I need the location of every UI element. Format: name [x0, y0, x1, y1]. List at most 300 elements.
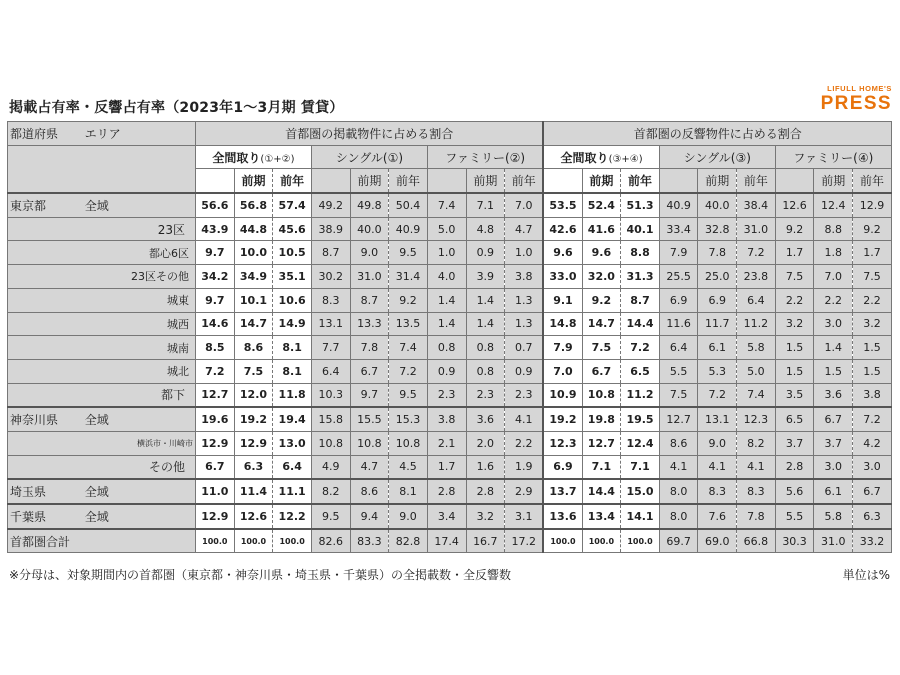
- header-prev-quarter: 前期: [350, 169, 389, 193]
- table-cell: 7.9: [543, 336, 582, 360]
- header-response-share: 首都圏の反響物件に占める割合: [543, 122, 891, 146]
- table-cell: 1.4: [466, 288, 505, 312]
- row-pref-label: [8, 288, 83, 312]
- table-cell: 13.3: [350, 312, 389, 336]
- header-prev-year: 前年: [273, 169, 312, 193]
- table-row: [8, 431, 892, 455]
- table-cell: 31.0: [814, 529, 853, 553]
- table-cell: 38.9: [311, 217, 350, 241]
- table-cell: 82.6: [311, 529, 350, 553]
- table-cell: 6.3: [853, 504, 892, 529]
- table-cell: 69.0: [698, 529, 737, 553]
- table-cell: 5.0: [427, 217, 466, 241]
- table-cell: 5.8: [814, 504, 853, 529]
- table-cell: 8.1: [273, 359, 312, 383]
- table-cell: 4.1: [505, 407, 544, 431]
- table-cell: 3.8: [427, 407, 466, 431]
- table-cell: 1.9: [505, 455, 544, 479]
- header-all-layouts-2: 全間取り(③+④): [543, 145, 659, 169]
- row-area-label: 都心6区: [83, 241, 196, 265]
- row-area-label: 城西: [83, 312, 196, 336]
- table-cell: 8.1: [273, 336, 312, 360]
- table-cell: 12.4: [814, 193, 853, 217]
- table-cell: 7.1: [621, 455, 660, 479]
- table-cell: 3.0: [814, 455, 853, 479]
- table-cell: 12.3: [737, 407, 776, 431]
- table-cell: 9.2: [389, 288, 428, 312]
- table-cell: 1.5: [853, 359, 892, 383]
- row-area-label: 城東: [83, 288, 196, 312]
- header-all-layouts-1: 全間取り(①+②): [196, 145, 312, 169]
- header-prev-quarter: 前期: [698, 169, 737, 193]
- table-cell: 4.1: [737, 455, 776, 479]
- row-area-label: 全域: [83, 193, 196, 217]
- table-cell: 8.0: [659, 479, 698, 504]
- table-cell: 52.4: [582, 193, 621, 217]
- table-cell: 10.1: [234, 288, 273, 312]
- table-cell: 1.4: [466, 312, 505, 336]
- header-current: [543, 169, 582, 193]
- table-cell: 1.0: [427, 241, 466, 265]
- table-cell: 7.5: [659, 383, 698, 407]
- table-cell: 8.3: [311, 288, 350, 312]
- table-cell: 100.0: [196, 529, 235, 553]
- table-row: [8, 359, 892, 383]
- table-cell: 1.8: [814, 241, 853, 265]
- table-cell: 9.4: [350, 504, 389, 529]
- table-cell: 19.6: [196, 407, 235, 431]
- table-cell: 19.5: [621, 407, 660, 431]
- table-cell: 13.7: [543, 479, 582, 504]
- table-cell: 3.8: [853, 383, 892, 407]
- table-cell: 6.7: [196, 455, 235, 479]
- table-cell: 7.4: [389, 336, 428, 360]
- row-area-label: 全域: [83, 504, 196, 529]
- table-cell: 8.2: [737, 431, 776, 455]
- table-cell: 13.1: [311, 312, 350, 336]
- table-cell: 23.8: [737, 265, 776, 289]
- table-cell: 3.4: [427, 504, 466, 529]
- table-cell: 40.9: [389, 217, 428, 241]
- table-cell: 100.0: [234, 529, 273, 553]
- header-current: [196, 169, 235, 193]
- table-cell: 11.2: [737, 312, 776, 336]
- table-cell: 12.9: [196, 431, 235, 455]
- table-row: [8, 479, 892, 504]
- table-cell: 9.0: [350, 241, 389, 265]
- table-cell: 12.9: [853, 193, 892, 217]
- table-cell: 4.1: [698, 455, 737, 479]
- table-cell: 12.9: [234, 431, 273, 455]
- table-cell: 9.0: [389, 504, 428, 529]
- table-cell: 1.3: [505, 288, 544, 312]
- table-cell: 45.6: [273, 217, 312, 241]
- table-cell: 10.8: [389, 431, 428, 455]
- table-cell: 9.5: [311, 504, 350, 529]
- header-pref: 都道府県: [8, 122, 83, 146]
- table-cell: 7.5: [775, 265, 814, 289]
- table-cell: 11.0: [196, 479, 235, 504]
- table-cell: 44.8: [234, 217, 273, 241]
- table-cell: 7.2: [737, 241, 776, 265]
- table-cell: 1.0: [505, 241, 544, 265]
- table-cell: 49.2: [311, 193, 350, 217]
- row-area-label: 23区: [83, 217, 196, 241]
- table-cell: 2.2: [505, 431, 544, 455]
- table-cell: 10.3: [311, 383, 350, 407]
- table-cell: 7.4: [427, 193, 466, 217]
- table-cell: 19.8: [582, 407, 621, 431]
- header-prev-year: 前年: [621, 169, 660, 193]
- table-cell: 4.2: [853, 431, 892, 455]
- table-cell: 11.4: [234, 479, 273, 504]
- table-cell: 7.0: [505, 193, 544, 217]
- table-cell: 1.7: [427, 455, 466, 479]
- table-cell: 12.3: [543, 431, 582, 455]
- table-cell: 10.8: [311, 431, 350, 455]
- table-cell: 4.0: [427, 265, 466, 289]
- table-cell: 13.1: [698, 407, 737, 431]
- table-cell: 19.2: [234, 407, 273, 431]
- table-cell: 100.0: [621, 529, 660, 553]
- table-cell: 15.0: [621, 479, 660, 504]
- table-cell: 8.6: [659, 431, 698, 455]
- row-pref-label: [8, 359, 83, 383]
- table-cell: 7.8: [350, 336, 389, 360]
- row-pref-label: [8, 383, 83, 407]
- row-area-label: 23区その他: [83, 265, 196, 289]
- table-cell: 3.2: [466, 504, 505, 529]
- table-cell: 7.2: [196, 359, 235, 383]
- table-cell: 31.0: [350, 265, 389, 289]
- row-pref-label: [8, 431, 83, 455]
- table-cell: 3.7: [814, 431, 853, 455]
- table-cell: 2.2: [814, 288, 853, 312]
- row-pref-label: [8, 455, 83, 479]
- table-cell: 56.8: [234, 193, 273, 217]
- table-cell: 1.7: [775, 241, 814, 265]
- table-row: [8, 407, 892, 431]
- table-cell: 11.1: [273, 479, 312, 504]
- table-cell: 30.2: [311, 265, 350, 289]
- table-cell: 9.2: [582, 288, 621, 312]
- table-cell: 0.8: [466, 336, 505, 360]
- table-cell: 3.5: [775, 383, 814, 407]
- table-row: [8, 265, 892, 289]
- table-cell: 40.0: [350, 217, 389, 241]
- table-cell: 1.5: [853, 336, 892, 360]
- table-cell: 8.0: [659, 504, 698, 529]
- table-cell: 12.6: [775, 193, 814, 217]
- table-cell: 2.2: [853, 288, 892, 312]
- table-cell: 19.2: [543, 407, 582, 431]
- table-cell: 7.8: [698, 241, 737, 265]
- header-single-2: シングル(③): [659, 145, 775, 169]
- table-cell: 7.0: [543, 359, 582, 383]
- table-cell: 7.1: [582, 455, 621, 479]
- table-cell: 3.0: [814, 312, 853, 336]
- table-cell: 33.4: [659, 217, 698, 241]
- logo-line1: LIFULL HOME'S: [827, 84, 892, 93]
- table-cell: 41.6: [582, 217, 621, 241]
- table-cell: 33.2: [853, 529, 892, 553]
- row-pref-label: [8, 265, 83, 289]
- table-cell: 35.1: [273, 265, 312, 289]
- table-cell: 13.6: [543, 504, 582, 529]
- table-cell: 1.4: [814, 336, 853, 360]
- table-cell: 12.7: [196, 383, 235, 407]
- table-cell: 9.7: [350, 383, 389, 407]
- table-cell: 51.3: [621, 193, 660, 217]
- table-cell: 0.9: [505, 359, 544, 383]
- table-cell: 0.9: [466, 241, 505, 265]
- table-cell: 6.4: [737, 288, 776, 312]
- table-cell: 3.9: [466, 265, 505, 289]
- table-cell: 13.4: [582, 504, 621, 529]
- table-cell: 3.7: [775, 431, 814, 455]
- table-cell: 5.5: [775, 504, 814, 529]
- table-cell: 7.5: [853, 265, 892, 289]
- table-cell: 5.0: [737, 359, 776, 383]
- table-cell: 6.9: [659, 288, 698, 312]
- table-cell: 4.9: [311, 455, 350, 479]
- row-pref-label: [8, 217, 83, 241]
- table-cell: 9.7: [196, 241, 235, 265]
- header-blank: [8, 145, 196, 193]
- table-cell: 40.1: [621, 217, 660, 241]
- row-pref-label: [8, 241, 83, 265]
- table-cell: 6.7: [350, 359, 389, 383]
- table-cell: 3.6: [466, 407, 505, 431]
- table-cell: 6.4: [659, 336, 698, 360]
- unit-note: 単位は%: [842, 568, 890, 582]
- table-cell: 6.7: [814, 407, 853, 431]
- table-cell: 8.6: [350, 479, 389, 504]
- header-prev-year: 前年: [737, 169, 776, 193]
- header-prev-quarter: 前期: [466, 169, 505, 193]
- table-cell: 3.0: [853, 455, 892, 479]
- table-cell: 9.2: [853, 217, 892, 241]
- table-cell: 6.3: [234, 455, 273, 479]
- header-current: [775, 169, 814, 193]
- table-cell: 12.4: [621, 431, 660, 455]
- table-cell: 9.6: [582, 241, 621, 265]
- table-cell: 8.8: [814, 217, 853, 241]
- table-cell: 8.1: [389, 479, 428, 504]
- table-cell: 10.0: [234, 241, 273, 265]
- table-cell: 3.2: [775, 312, 814, 336]
- share-table: [7, 121, 892, 553]
- table-cell: 6.9: [543, 455, 582, 479]
- table-cell: 11.7: [698, 312, 737, 336]
- table-cell: 8.3: [737, 479, 776, 504]
- table-cell: 3.8: [505, 265, 544, 289]
- table-cell: 38.4: [737, 193, 776, 217]
- table-cell: 15.3: [389, 407, 428, 431]
- table-cell: 17.4: [427, 529, 466, 553]
- table-cell: 49.8: [350, 193, 389, 217]
- table-cell: 14.8: [543, 312, 582, 336]
- row-pref-label: 首都圏合計: [8, 529, 196, 553]
- table-cell: 8.7: [311, 241, 350, 265]
- table-cell: 0.9: [427, 359, 466, 383]
- header-single-1: シングル(①): [311, 145, 427, 169]
- table-cell: 10.6: [273, 288, 312, 312]
- table-cell: 34.2: [196, 265, 235, 289]
- table-cell: 4.7: [350, 455, 389, 479]
- table-cell: 17.2: [505, 529, 544, 553]
- table-cell: 56.6: [196, 193, 235, 217]
- row-area-label: 城北: [83, 359, 196, 383]
- table-cell: 11.8: [273, 383, 312, 407]
- table-cell: 8.7: [350, 288, 389, 312]
- table-cell: 10.5: [273, 241, 312, 265]
- table-row: [8, 193, 892, 217]
- table-cell: 2.9: [505, 479, 544, 504]
- table-cell: 6.4: [311, 359, 350, 383]
- table-cell: 6.7: [853, 479, 892, 504]
- table-cell: 83.3: [350, 529, 389, 553]
- header-prev-year: 前年: [505, 169, 544, 193]
- table-cell: 53.5: [543, 193, 582, 217]
- table-cell: 100.0: [543, 529, 582, 553]
- table-cell: 33.0: [543, 265, 582, 289]
- table-cell: 14.4: [582, 479, 621, 504]
- table-cell: 69.7: [659, 529, 698, 553]
- table-cell: 1.5: [775, 359, 814, 383]
- table-cell: 7.1: [466, 193, 505, 217]
- table-cell: 11.2: [621, 383, 660, 407]
- row-area-label: その他: [83, 455, 196, 479]
- row-pref-label: [8, 336, 83, 360]
- table-cell: 8.3: [698, 479, 737, 504]
- table-cell: 31.0: [737, 217, 776, 241]
- table-cell: 15.5: [350, 407, 389, 431]
- table-cell: 7.2: [389, 359, 428, 383]
- table-cell: 1.4: [427, 288, 466, 312]
- table-cell: 31.4: [389, 265, 428, 289]
- table-cell: 14.7: [582, 312, 621, 336]
- table-cell: 12.7: [582, 431, 621, 455]
- table-cell: 7.0: [814, 265, 853, 289]
- table-cell: 12.7: [659, 407, 698, 431]
- table-cell: 2.8: [466, 479, 505, 504]
- row-pref-label: 千葉県: [8, 504, 83, 529]
- table-cell: 13.0: [273, 431, 312, 455]
- table-cell: 2.3: [427, 383, 466, 407]
- row-area-label: 全域: [83, 479, 196, 504]
- table-cell: 2.2: [775, 288, 814, 312]
- table-row: [8, 336, 892, 360]
- table-cell: 8.8: [621, 241, 660, 265]
- table-cell: 4.7: [505, 217, 544, 241]
- table-cell: 50.4: [389, 193, 428, 217]
- row-area-label: 横浜市・川崎市: [83, 431, 196, 455]
- table-cell: 25.5: [659, 265, 698, 289]
- table-cell: 14.1: [621, 504, 660, 529]
- table-row: [8, 529, 892, 553]
- table-cell: 30.3: [775, 529, 814, 553]
- table-cell: 7.4: [737, 383, 776, 407]
- table-cell: 1.6: [466, 455, 505, 479]
- table-cell: 6.1: [814, 479, 853, 504]
- table-row: [8, 217, 892, 241]
- row-area-label: 都下: [83, 383, 196, 407]
- table-cell: 2.8: [775, 455, 814, 479]
- header-current: [427, 169, 466, 193]
- table-cell: 31.3: [621, 265, 660, 289]
- table-cell: 5.8: [737, 336, 776, 360]
- table-cell: 12.6: [234, 504, 273, 529]
- table-cell: 1.4: [427, 312, 466, 336]
- table-cell: 7.2: [698, 383, 737, 407]
- table-cell: 32.0: [582, 265, 621, 289]
- table-cell: 1.3: [505, 312, 544, 336]
- header-family-2: ファミリー(④): [775, 145, 891, 169]
- table-cell: 10.8: [350, 431, 389, 455]
- row-area-label: 全域: [83, 407, 196, 431]
- press-logo: [821, 85, 892, 113]
- table-cell: 3.2: [853, 312, 892, 336]
- row-pref-label: 埼玉県: [8, 479, 83, 504]
- header-prev-quarter: 前期: [234, 169, 273, 193]
- table-cell: 10.9: [543, 383, 582, 407]
- row-pref-label: 東京都: [8, 193, 83, 217]
- table-cell: 1.5: [775, 336, 814, 360]
- table-cell: 7.8: [737, 504, 776, 529]
- table-cell: 6.4: [273, 455, 312, 479]
- table-cell: 9.0: [698, 431, 737, 455]
- table-cell: 3.1: [505, 504, 544, 529]
- table-cell: 5.3: [698, 359, 737, 383]
- table-cell: 5.5: [659, 359, 698, 383]
- logo-line2: PRESS: [820, 92, 892, 114]
- table-cell: 14.6: [196, 312, 235, 336]
- table-cell: 2.8: [427, 479, 466, 504]
- header-current: [659, 169, 698, 193]
- table-cell: 32.8: [698, 217, 737, 241]
- table-cell: 25.0: [698, 265, 737, 289]
- table-cell: 100.0: [273, 529, 312, 553]
- row-pref-label: [8, 312, 83, 336]
- table-cell: 12.2: [273, 504, 312, 529]
- table-cell: 66.8: [737, 529, 776, 553]
- header-prev-quarter: 前期: [582, 169, 621, 193]
- table-cell: 7.2: [853, 407, 892, 431]
- table-cell: 34.9: [234, 265, 273, 289]
- table-cell: 7.7: [311, 336, 350, 360]
- table-cell: 7.5: [582, 336, 621, 360]
- header-area: エリア: [83, 122, 196, 146]
- table-cell: 7.2: [621, 336, 660, 360]
- table-row: [8, 455, 892, 479]
- table-cell: 2.3: [505, 383, 544, 407]
- table-cell: 40.0: [698, 193, 737, 217]
- table-cell: 6.5: [621, 359, 660, 383]
- table-cell: 14.4: [621, 312, 660, 336]
- table-cell: 16.7: [466, 529, 505, 553]
- table-cell: 9.5: [389, 241, 428, 265]
- table-row: [8, 504, 892, 529]
- table-cell: 1.7: [853, 241, 892, 265]
- table-row: [8, 383, 892, 407]
- table-cell: 2.0: [466, 431, 505, 455]
- table-cell: 0.8: [466, 359, 505, 383]
- table-title: 掲載占有率・反響占有率（2023年1～3月期 賃貸）: [9, 100, 344, 116]
- table-cell: 13.5: [389, 312, 428, 336]
- table-cell: 6.1: [698, 336, 737, 360]
- table-row: [8, 288, 892, 312]
